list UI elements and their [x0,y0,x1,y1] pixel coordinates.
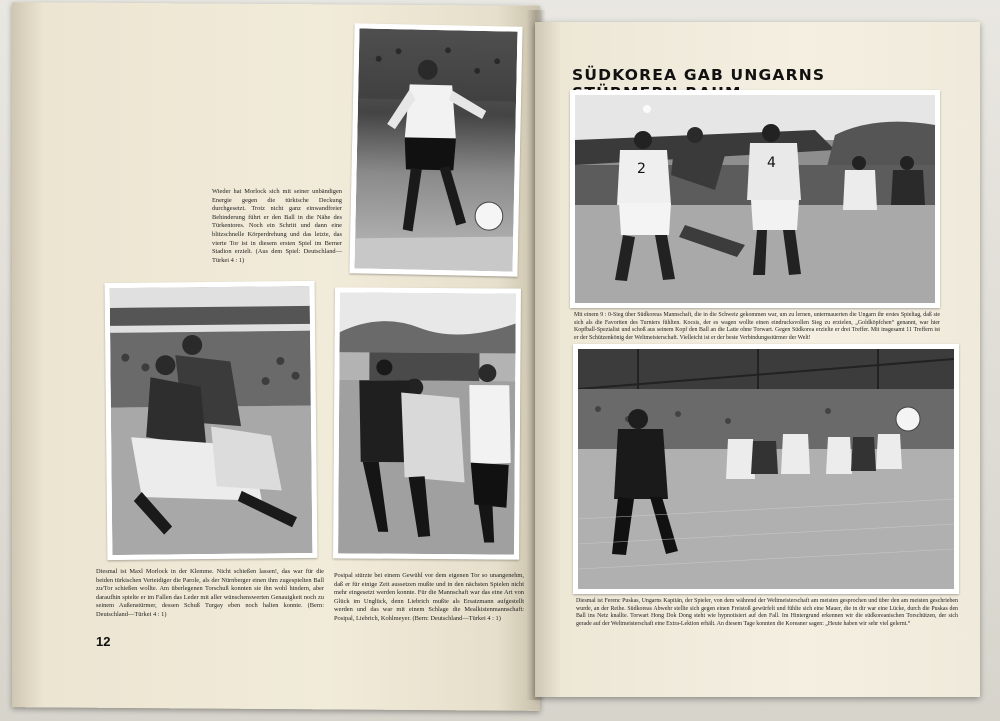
photo-morlock-shot [349,23,522,276]
caption-photo-4: Mit einem 9 : 0-Sieg über Südkoreas Mannschaft, die in die Schweiz gekommen war, um zu lernen, untermauerten die Ungarn ihr erstes Spieltag, daß sie sich als die Favoriten des Turniers fühlten. Kocsis, der es wagen wollte einen eindrucksvollen Sieg zu erzielen, „Goldköpfchen“ genannt, war hier Kopfball-Spezialist und schoß aus seinem Kopf den Ball an die Latte ohne Torwart. Gegen Südkorea erzielte er drei Treffer. Mit insgesamt 11 Treffern ist er der Schützenkönig der Weltmeisterschaft. Vielleicht ist er der beste Verbindungsstürmer der Welt! [574,312,940,341]
caption-photo-3: Posipal stürzte bei einem Gewühl vor dem eigenen Tor so unangenehm, daß er für einige Zeit aussetzen mußte und in den nächsten Spielen nicht mehr eingesetzt werden konnte. Für die Mannschaft war das eine Art von Glück im Unglück, denn Liebrich mußte als Ersatzmann aufgestellt werden und das war mit einem Schlage die Mealkistenmannschaft: Posipal, Liebrich, Kohlmeyer. (Bern: Deutschland—Türkei 4 : 1) [334,572,524,622]
page-number: 12 [96,634,111,649]
caption-photo-2: Diesmal ist Maxl Morlock in der Klemme. Nicht schießen lassen!, das war für die beiden türkischen Verteidiger die Parole, als der Nürnberger einen ihm zugespielten Ball zu/Tor schießen wollte. Am überlegenen Torschuß konnten sie ihn wohl hindern, aber daraufhin spielte er im Fallen das Leder mit aller wünschenswerten Genauigkeit noch zu seinem Außenstürmer, dessen Schuß Turgay eben noch halten konnte. (Bern: Deutschland—Türkei 4 : 1) [96,568,324,618]
caption-photo-1: Wieder hat Morlock sich mit seiner unbändigen Energie gegen die türkische Deckung durchgesetzt. Trotz nicht ganz einwandfreier Behinderung führt er den Ball in die Nähe des Türkentores. Noch ein Schritt und dann eine blitzschnelle Körperdrehung und das letzte, das vierte Tor ist in diesem ersten Spiel im Berner Stadion erzielt. (Aus dem Spiel: Deutschland—Türkei 4 : 1) [212,188,342,264]
svg-text:4: 4 [767,155,776,171]
photo-morlock-tackled [105,281,318,560]
photo-kocsis-header [570,90,940,308]
caption-photo-5: Diesmal ist Ferenc Puskas, Ungarns Kapitän, der Spieler, von dem während der Weltmeisterschaft am meisten gesprochen und über den am meisten geschrieben wurde, an der Reihe. Südkoreas Abwehr stellte sich gegen einen Freistoß gewürfelt und fühlte sich eine Mauer, die in dir war eine Lücke, durch die Puskas den Ball ins Netz knallte. Torwart Hong Dok Dong steht wie hypnotisiert auf den Fall. Im Hintergrund erkennen wir die südkoreanischen Torschützen, der sich gerade auf der Weltmeisterschaft eine Extra-Lektion erhält. An diesem Tage konnten die Koreaner sagen: „Heute haben wir sehr viel gelernt.“ [576,598,958,627]
photo-puskas-freekick [573,344,959,594]
page-heading: SÜDKOREA GAB UNGARNS [572,66,826,84]
photo-posipal [333,287,521,559]
svg-text:2: 2 [637,161,646,177]
